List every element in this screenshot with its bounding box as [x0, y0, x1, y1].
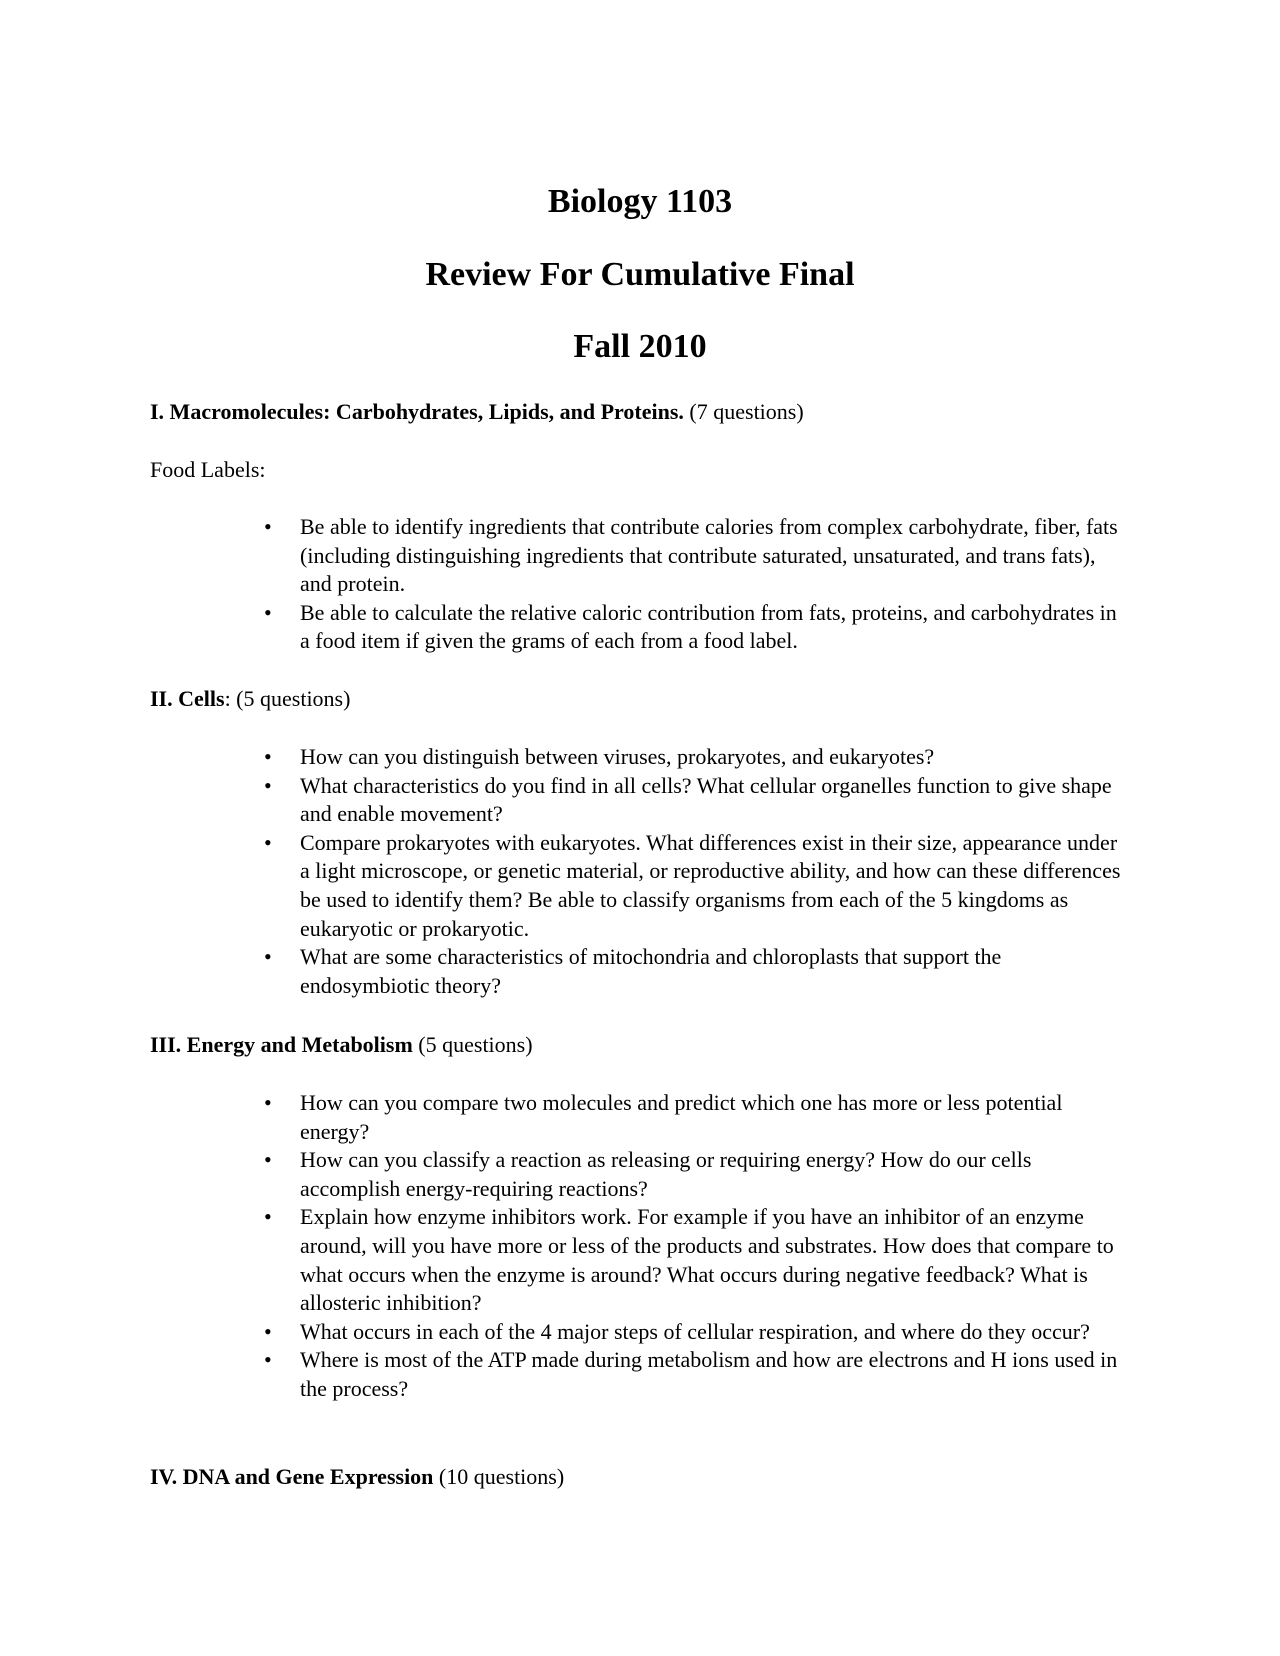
bullet-icon: •	[264, 514, 272, 539]
section-title: II. Cells	[150, 686, 225, 711]
bullet-icon: •	[264, 1204, 272, 1230]
list-item: • How can you distinguish between viruses, prokaryotes, and eukaryotes?	[0, 743, 1280, 772]
document-title-term: Fall 2010	[573, 328, 707, 365]
list-item: • Be able to identify ingredients that contribute calories from complex carbohydrate, fiber, fats (including distinguishing ingredients that contribute saturated, unsaturated, and trans fats), and protein.	[264, 514, 1118, 597]
list-item: • What characteristics do you find in all cells? What cellular organelles function to give shape and enable movement?	[264, 772, 1112, 827]
section-heading-macromolecules	[150, 398, 804, 426]
bullet-icon: •	[264, 772, 272, 798]
section-title: IV. DNA and Gene Expression	[150, 1464, 434, 1489]
document-title-review: Review For Cumulative Final	[425, 256, 855, 293]
bullet-icon: •	[264, 1147, 272, 1173]
section-heading-cells	[150, 685, 350, 713]
section-title: I. Macromolecules: Carbohydrates, Lipids, and Proteins.	[150, 399, 684, 424]
section-note: (7 questions)	[683, 399, 804, 424]
bullet-list-cells	[0, 743, 1280, 1000]
list-item: • How can you classify a reaction as releasing or requiring energy? How do our cells accomplish energy-requiring reactions?	[264, 1147, 1032, 1201]
section-note: : (5 questions)	[224, 686, 351, 711]
list-item: • What are some characteristics of mitochondria and chloroplasts that support the endosymbiotic theory?	[264, 944, 1002, 998]
bullet-icon: •	[264, 599, 272, 625]
section-note: (5 questions)	[412, 1032, 533, 1057]
section-heading-dna-gene-expression	[150, 1463, 564, 1491]
section-heading-energy-metabolism	[150, 1031, 533, 1059]
sub-label-food-labels: Food Labels:	[150, 457, 266, 482]
bullet-icon: •	[264, 1347, 272, 1373]
list-item: • How can you compare two molecules and predict which one has more or less potential energy?	[264, 1090, 1063, 1144]
bullet-icon: •	[264, 744, 272, 769]
bullet-list-macromolecules	[0, 513, 1280, 656]
bullet-icon: •	[264, 944, 272, 970]
list-item: • Compare prokaryotes with eukaryotes. What differences exist in their size, appearance under a light microscope, or genetic material, or reproductive ability, and how can these differences be used to identify them? Be able to classify organisms from each of the 5 kingdoms as eukaryotic or prokaryotic.	[264, 829, 1121, 941]
section-title: III. Energy and Metabolism	[150, 1032, 413, 1057]
bullet-list-energy-metabolism	[0, 1089, 1280, 1404]
bullet-icon: •	[264, 829, 272, 855]
section-note: (10 questions)	[433, 1464, 565, 1489]
bullet-icon: •	[264, 1090, 272, 1115]
list-item: • What occurs in each of the 4 major steps of cellular respiration, and where do they occur?	[0, 1318, 1280, 1347]
list-item: • Where is most of the ATP made during metabolism and how are electrons and H ions used in the process?	[264, 1347, 1118, 1401]
list-item: • Be able to calculate the relative caloric contribution from fats, proteins, and carbohydrates in a food item if given the grams of each from a food label.	[264, 599, 1117, 654]
bullet-icon: •	[264, 1318, 272, 1344]
document-title-course: Biology 1103	[547, 183, 733, 220]
list-item: • Explain how enzyme inhibitors work. For example if you have an inhibitor of an enzyme around, will you have more or less of the products and substrates. How does that compare to what occurs when the enzyme is around? What occurs during negative feedback? What is allosteric inhibition?	[264, 1204, 1114, 1316]
